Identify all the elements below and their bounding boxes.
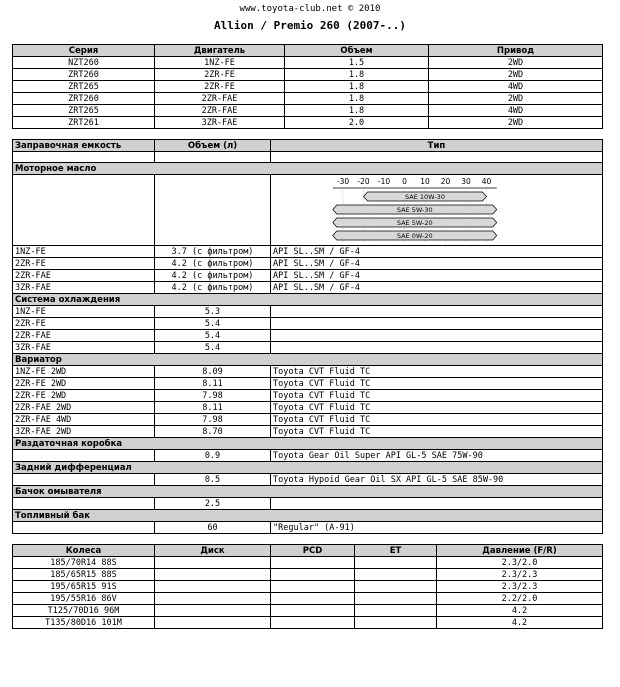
table-row <box>13 342 603 354</box>
table-cell: Toyota CVT Fluid TC <box>271 426 603 438</box>
table-cell: 1NZ-FE <box>155 57 285 69</box>
table-row <box>13 390 603 402</box>
col-capacity: Заправочная емкость <box>13 140 155 152</box>
table-cell <box>355 569 437 581</box>
table-row <box>13 81 603 93</box>
table-cell: Toyota CVT Fluid TC <box>271 402 603 414</box>
table-row <box>13 330 603 342</box>
table-row <box>13 522 603 534</box>
table-cell: 5.4 <box>155 330 271 342</box>
table-cell: 3ZR-FAE <box>155 117 285 129</box>
table-cell: 4.2 <box>437 617 603 629</box>
table-cell: API SL..SM / GF-4 <box>271 246 603 258</box>
table-cell: 3ZR-FAE <box>13 342 155 354</box>
table-cell: 185/70R14 88S <box>13 557 155 569</box>
table-row <box>13 270 603 282</box>
table-cell: 2.2/2.0 <box>437 593 603 605</box>
table-cell: 1NZ-FE <box>13 306 155 318</box>
table-cell: Toyota Hypoid Gear Oil SX API GL-5 SAE 85W-90 <box>271 474 603 486</box>
table-cell: API SL..SM / GF-4 <box>271 282 603 294</box>
table-cell: 1.5 <box>285 57 429 69</box>
table-cell: 2ZR-FAE <box>155 93 285 105</box>
table-cell <box>155 569 271 581</box>
col-rim: Диск <box>155 545 271 557</box>
viscosity-bar-label: SAE 5W-30 <box>396 206 433 214</box>
table-cell <box>13 522 155 534</box>
table-cell: 2ZR-FE <box>13 258 155 270</box>
table-cell <box>155 593 271 605</box>
tick-label: 40 <box>481 177 492 186</box>
col-type: Тип <box>271 140 603 152</box>
table-row <box>13 474 603 486</box>
table-cell: 2ZR-FAE <box>155 105 285 117</box>
table-cell: 0.5 <box>155 474 271 486</box>
table-cell <box>271 593 355 605</box>
table-cell: 195/55R16 86V <box>13 593 155 605</box>
table-cell: 2.0 <box>285 117 429 129</box>
table-cell: 4.2 (с фильтром) <box>155 282 271 294</box>
table-cell: 3ZR-FAE 2WD <box>13 426 155 438</box>
table-cell: ZRT260 <box>13 93 155 105</box>
table-cell <box>355 557 437 569</box>
table-cell <box>13 474 155 486</box>
col-series: Серия <box>13 45 155 57</box>
table-row <box>13 557 603 569</box>
page-title: Allion / Premio 260 (2007-..) <box>213 19 407 32</box>
col-engine: Двигатель <box>155 45 285 57</box>
section-transfer <box>13 438 603 450</box>
table-cell <box>155 605 271 617</box>
table-row <box>13 105 603 117</box>
section-title: Топливный бак <box>13 510 603 522</box>
fluids-header <box>13 140 603 152</box>
table-cell <box>355 593 437 605</box>
blank-cell <box>155 175 271 246</box>
table-cell <box>271 581 355 593</box>
table-cell: "Regular" (A-91) <box>271 522 603 534</box>
table-cell: 2WD <box>429 117 603 129</box>
viscosity-chart <box>271 175 601 245</box>
table-cell: 1.8 <box>285 81 429 93</box>
table-cell: 2.5 <box>155 498 271 510</box>
table-cell: 2ZR-FE <box>155 81 285 93</box>
section-title: Вариатор <box>13 354 603 366</box>
table-row <box>13 282 603 294</box>
table-cell: T125/70D16 96M <box>13 605 155 617</box>
tick-label: 30 <box>461 177 471 186</box>
table-cell: 8.09 <box>155 366 271 378</box>
section-title: Система охлаждения <box>13 294 603 306</box>
table-row <box>13 57 603 69</box>
tick-label: -30 <box>336 177 350 186</box>
table-row <box>13 569 603 581</box>
blank-cell <box>13 152 155 163</box>
table-row <box>13 593 603 605</box>
table-cell: 5.4 <box>155 318 271 330</box>
table-cell: 2ZR-FAE 2WD <box>13 402 155 414</box>
table-cell: 8.11 <box>155 402 271 414</box>
table-cell <box>271 617 355 629</box>
site-url: www.toyota-club.net © 2010 <box>239 4 381 14</box>
table-cell <box>271 306 603 318</box>
blank-cell <box>155 152 271 163</box>
section-title: Задний дифференциал <box>13 462 603 474</box>
table-cell <box>355 617 437 629</box>
table-cell <box>155 557 271 569</box>
table-row <box>13 246 603 258</box>
viscosity-chart-cell <box>271 175 603 246</box>
table-cell: 3.7 (с фильтром) <box>155 246 271 258</box>
table-cell <box>355 605 437 617</box>
table-cell <box>271 342 603 354</box>
col-wheels: Колеса <box>13 545 155 557</box>
fluids-table <box>12 139 603 534</box>
table-row <box>13 117 603 129</box>
tick-label: 20 <box>440 177 451 186</box>
table-row <box>13 69 603 81</box>
table-row <box>13 605 603 617</box>
table-cell: 195/65R15 91S <box>13 581 155 593</box>
table-cell: API SL..SM / GF-4 <box>271 270 603 282</box>
section-rear_diff <box>13 462 603 474</box>
table-row <box>13 366 603 378</box>
table-row <box>13 306 603 318</box>
viscosity-bar-label: SAE 0W-20 <box>396 232 433 240</box>
models-header <box>13 45 603 57</box>
table-cell <box>155 581 271 593</box>
blank-cell <box>13 175 155 246</box>
tick-label: 0 <box>402 177 407 186</box>
table-cell: Toyota CVT Fluid TC <box>271 390 603 402</box>
table-cell: Toyota CVT Fluid TC <box>271 414 603 426</box>
table-cell: 4WD <box>429 105 603 117</box>
col-et: ET <box>355 545 437 557</box>
section-fuel <box>13 510 603 522</box>
tick-label: 10 <box>420 177 430 186</box>
table-cell: 0.9 <box>155 450 271 462</box>
table-cell: 2ZR-FAE 4WD <box>13 414 155 426</box>
section-title: Бачок омывателя <box>13 486 603 498</box>
table-cell: 2ZR-FE 2WD <box>13 378 155 390</box>
table-row <box>13 617 603 629</box>
table-cell <box>271 569 355 581</box>
table-cell: 1.8 <box>285 69 429 81</box>
table-cell: 2WD <box>429 93 603 105</box>
table-cell: 8.70 <box>155 426 271 438</box>
table-cell: 5.4 <box>155 342 271 354</box>
table-cell: Toyota CVT Fluid TC <box>271 378 603 390</box>
table-cell: 4.2 <box>437 605 603 617</box>
table-row <box>13 414 603 426</box>
table-row <box>13 426 603 438</box>
table-cell <box>271 557 355 569</box>
table-cell: 2ZR-FE 2WD <box>13 390 155 402</box>
table-cell: 8.11 <box>155 378 271 390</box>
blank-cell <box>271 152 603 163</box>
section-title: Моторное масло <box>13 163 603 175</box>
table-cell: ZRT265 <box>13 105 155 117</box>
table-cell: 2ZR-FE <box>13 318 155 330</box>
table-row <box>13 378 603 390</box>
table-row <box>13 93 603 105</box>
viscosity-bar-label: SAE 5W-20 <box>396 219 433 227</box>
section-oil <box>13 163 603 175</box>
table-cell <box>13 450 155 462</box>
table-row <box>13 450 603 462</box>
table-cell <box>13 498 155 510</box>
table-cell: Toyota CVT Fluid TC <box>271 366 603 378</box>
table-cell: 2WD <box>429 69 603 81</box>
table-cell: 7.98 <box>155 390 271 402</box>
col-volume: Объем <box>285 45 429 57</box>
table-cell <box>155 617 271 629</box>
table-cell: 60 <box>155 522 271 534</box>
table-cell: 7.98 <box>155 414 271 426</box>
viscosity-bar-label: SAE 10W-30 <box>405 193 445 201</box>
table-row <box>13 318 603 330</box>
table-cell <box>271 318 603 330</box>
table-cell: 4.2 (с фильтром) <box>155 258 271 270</box>
tick-label: -20 <box>357 177 370 186</box>
table-cell: 2WD <box>429 57 603 69</box>
table-cell: 2ZR-FAE <box>13 330 155 342</box>
col-drive: Привод <box>429 45 603 57</box>
table-cell: 5.3 <box>155 306 271 318</box>
table-row <box>13 258 603 270</box>
table-cell <box>355 581 437 593</box>
table-cell: 2.3/2.3 <box>437 581 603 593</box>
table-cell: NZT260 <box>13 57 155 69</box>
table-cell: ZRT260 <box>13 69 155 81</box>
table-cell: 1NZ-FE 2WD <box>13 366 155 378</box>
table-cell: 2ZR-FAE <box>13 270 155 282</box>
table-cell: API SL..SM / GF-4 <box>271 258 603 270</box>
col-pressure: Давление (F/R) <box>437 545 603 557</box>
wheels-header <box>13 545 603 557</box>
section-coolant <box>13 294 603 306</box>
models-table <box>12 44 603 129</box>
table-row <box>13 402 603 414</box>
table-row <box>13 498 603 510</box>
table-cell: 2.3/2.0 <box>437 557 603 569</box>
table-cell: 2.3/2.3 <box>437 569 603 581</box>
section-title: Раздаточная коробка <box>13 438 603 450</box>
table-cell: Toyota Gear Oil Super API GL-5 SAE 75W-90 <box>271 450 603 462</box>
table-cell: 4.2 (с фильтром) <box>155 270 271 282</box>
table-cell: T135/80D16 101M <box>13 617 155 629</box>
section-washer <box>13 486 603 498</box>
table-cell: 1NZ-FE <box>13 246 155 258</box>
table-cell: 4WD <box>429 81 603 93</box>
table-cell: 185/65R15 88S <box>13 569 155 581</box>
col-amount: Объем (л) <box>155 140 271 152</box>
table-cell <box>271 330 603 342</box>
section-cvt <box>13 354 603 366</box>
table-cell: ZRT261 <box>13 117 155 129</box>
table-cell: 1.8 <box>285 93 429 105</box>
col-pcd: PCD <box>271 545 355 557</box>
tick-label: -10 <box>377 177 391 186</box>
wheels-table <box>12 544 603 629</box>
table-cell <box>271 605 355 617</box>
table-row <box>13 581 603 593</box>
table-cell: 2ZR-FE <box>155 69 285 81</box>
table-cell: ZRT265 <box>13 81 155 93</box>
table-cell: 3ZR-FAE <box>13 282 155 294</box>
table-cell <box>271 498 603 510</box>
table-cell: 1.8 <box>285 105 429 117</box>
